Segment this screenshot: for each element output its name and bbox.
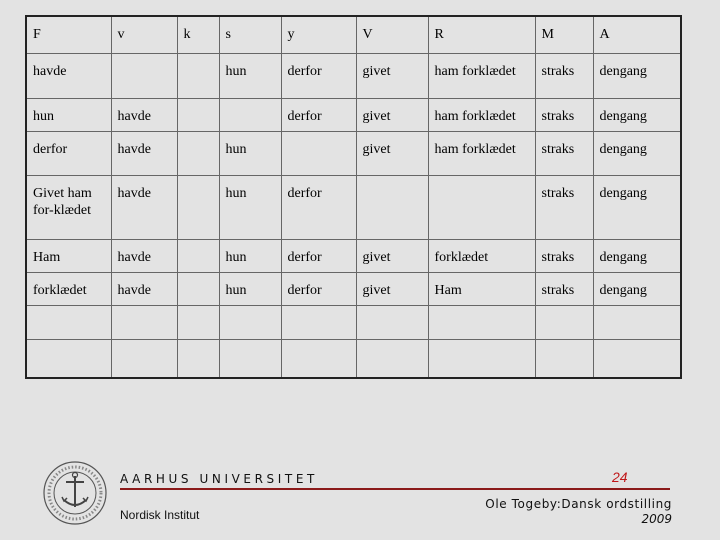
table-cell: hun: [219, 175, 281, 239]
table-cell: derfor: [281, 98, 356, 131]
table-cell: hun: [219, 272, 281, 305]
page-number: 24: [612, 469, 628, 485]
column-header: v: [111, 16, 177, 53]
table-cell: [177, 53, 219, 98]
table-cell: [219, 305, 281, 339]
table-cell: straks: [535, 239, 593, 272]
column-header: y: [281, 16, 356, 53]
table-row: [26, 339, 681, 378]
table-cell: hun: [26, 98, 111, 131]
table-cell: [356, 339, 428, 378]
institute-name: Nordisk Institut: [120, 508, 200, 522]
table-cell: [428, 339, 535, 378]
table-cell: givet: [356, 98, 428, 131]
table-cell: dengang: [593, 53, 681, 98]
table-cell: havde: [111, 131, 177, 175]
table-cell: havde: [111, 272, 177, 305]
table-cell: forklædet: [26, 272, 111, 305]
table-row: [26, 53, 681, 98]
table-cell: ham forklædet: [428, 131, 535, 175]
footer-rule: [120, 488, 670, 490]
word-order-table: [25, 15, 682, 379]
table-cell: forklædet: [428, 239, 535, 272]
column-header: A: [593, 16, 681, 53]
table-cell: [177, 239, 219, 272]
table-cell: havde: [111, 175, 177, 239]
table-cell: ham forklædet: [428, 98, 535, 131]
column-header: V: [356, 16, 428, 53]
table-cell: [356, 305, 428, 339]
author-title: Ole Togeby:Dansk ordstilling: [485, 497, 672, 511]
table-cell: [535, 339, 593, 378]
table-cell: [177, 175, 219, 239]
table-row: [26, 272, 681, 305]
table-cell: [356, 175, 428, 239]
table-cell: [177, 131, 219, 175]
table-cell: givet: [356, 272, 428, 305]
table-cell: straks: [535, 53, 593, 98]
table-cell: [535, 305, 593, 339]
table-cell: [177, 272, 219, 305]
table-cell: derfor: [281, 272, 356, 305]
table-cell: straks: [535, 175, 593, 239]
table-cell: havde: [111, 98, 177, 131]
year: 2009: [641, 512, 672, 526]
table-cell: dengang: [593, 239, 681, 272]
table-cell: Givet ham for-klædet: [26, 175, 111, 239]
table-cell: straks: [535, 272, 593, 305]
table-cell: [111, 339, 177, 378]
table-cell: ham forklædet: [428, 53, 535, 98]
table-cell: [177, 339, 219, 378]
table-cell: derfor: [26, 131, 111, 175]
table-cell: givet: [356, 53, 428, 98]
table-row: [26, 131, 681, 175]
table-cell: [111, 305, 177, 339]
table-cell: [281, 305, 356, 339]
column-header: k: [177, 16, 219, 53]
table-cell: [26, 339, 111, 378]
table-cell: [219, 98, 281, 131]
table-cell: [428, 175, 535, 239]
table-cell: dengang: [593, 175, 681, 239]
table-cell: straks: [535, 98, 593, 131]
column-header: R: [428, 16, 535, 53]
university-seal-icon: [42, 460, 108, 526]
column-header: M: [535, 16, 593, 53]
table-cell: [111, 53, 177, 98]
table-cell: dengang: [593, 98, 681, 131]
table-row: [26, 175, 681, 239]
table-cell: [593, 339, 681, 378]
table-cell: Ham: [428, 272, 535, 305]
table-cell: givet: [356, 239, 428, 272]
table-cell: hun: [219, 53, 281, 98]
table-cell: dengang: [593, 272, 681, 305]
table-cell: [177, 98, 219, 131]
table-row: [26, 305, 681, 339]
table-cell: dengang: [593, 131, 681, 175]
table-cell: [593, 305, 681, 339]
table-cell: Ham: [26, 239, 111, 272]
university-name: AARHUS UNIVERSITET: [120, 472, 318, 486]
table-cell: givet: [356, 131, 428, 175]
table-cell: havde: [111, 239, 177, 272]
table-cell: hun: [219, 131, 281, 175]
table-cell: [219, 339, 281, 378]
table-cell: [428, 305, 535, 339]
table-cell: [177, 305, 219, 339]
table-cell: havde: [26, 53, 111, 98]
table-row: [26, 239, 681, 272]
table-cell: derfor: [281, 53, 356, 98]
table-cell: derfor: [281, 239, 356, 272]
table-cell: [281, 131, 356, 175]
column-header: F: [26, 16, 111, 53]
table-cell: straks: [535, 131, 593, 175]
table-cell: hun: [219, 239, 281, 272]
table-header-row: [26, 16, 681, 53]
table-cell: [281, 339, 356, 378]
table-row: [26, 98, 681, 131]
column-header: s: [219, 16, 281, 53]
table-cell: derfor: [281, 175, 356, 239]
table-cell: [26, 305, 111, 339]
footer-credit: [485, 497, 672, 527]
